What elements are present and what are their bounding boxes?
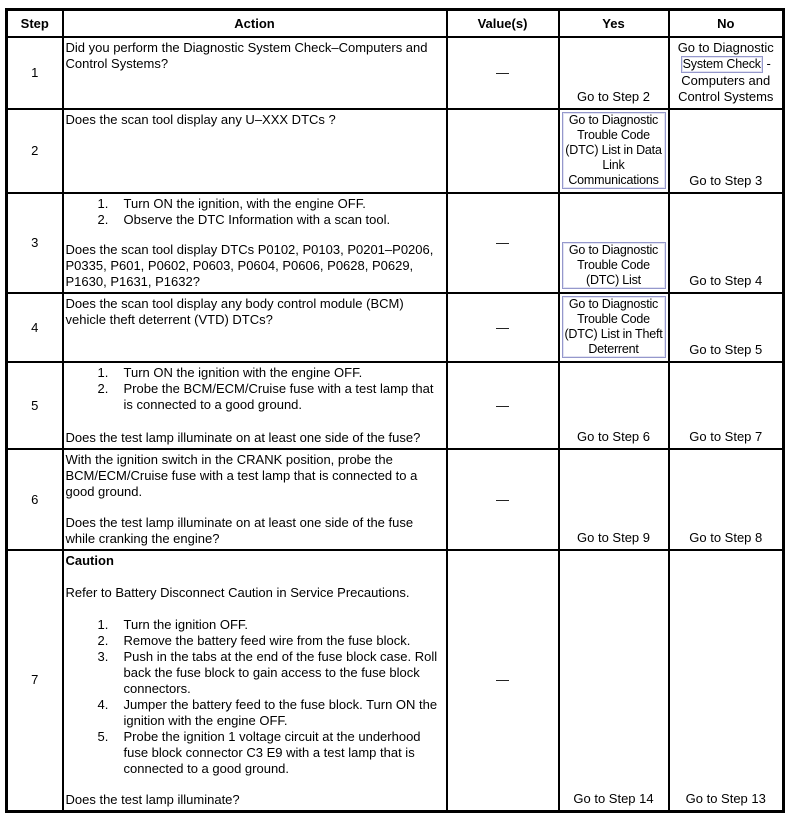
goto-step-text: Go to Step 9 <box>577 530 650 545</box>
goto-step-text: Go to Step 5 <box>689 342 763 357</box>
yes-cell <box>559 193 669 293</box>
value-cell: — <box>447 449 559 550</box>
action-cell <box>63 449 447 550</box>
action-question: Does the test lamp illuminate? <box>65 791 240 807</box>
action-list-item: Probe the ignition 1 voltage circuit at the underhood fuse block connector C3 E9 with a test lamp that is connected to a good ground. <box>123 729 421 776</box>
no-cell <box>669 293 784 362</box>
no-cell <box>669 193 784 293</box>
step-number: 1 <box>7 37 63 109</box>
goto-step-text: Go to Diagnostic <box>677 40 774 55</box>
step-number: 6 <box>7 449 63 550</box>
action-list-item: Turn the ignition OFF. <box>123 617 249 632</box>
action-paragraph: Did you perform the Diagnostic System Check–Computers and Control Systems? <box>65 40 428 71</box>
action-list <box>66 365 442 413</box>
action-cell <box>63 550 447 811</box>
goto-step-text: Go to Step 4 <box>689 273 763 288</box>
action-list <box>66 617 442 777</box>
action-cell <box>63 109 447 193</box>
table-row <box>7 362 784 449</box>
goto-step-text: Go to Step 6 <box>577 429 650 444</box>
action-list <box>66 196 442 228</box>
value-cell <box>447 109 559 193</box>
yes-cell <box>559 362 669 449</box>
caution-label: Caution <box>65 553 114 568</box>
goto-step-text: Go to Step 14 <box>573 790 654 806</box>
value-cell: — <box>447 293 559 362</box>
action-list-item: Turn ON the ignition, with the engine OFF. <box>123 196 366 211</box>
table-row <box>7 550 784 811</box>
header-row <box>7 10 784 38</box>
action-cell <box>63 362 447 449</box>
step-number: 2 <box>7 109 63 193</box>
reference-link[interactable]: System Check <box>682 57 761 71</box>
action-question: Does the test lamp illuminate on at least one side of the fuse while cranking the engine? <box>65 515 414 546</box>
column-header: Step <box>7 10 63 38</box>
action-list-item: Turn ON the ignition with the engine OFF. <box>123 365 363 380</box>
step-number: 3 <box>7 193 63 293</box>
table-row <box>7 293 784 362</box>
column-header: Action <box>63 10 447 38</box>
table-body <box>7 37 784 811</box>
yes-cell <box>559 109 669 193</box>
table-row <box>7 37 784 109</box>
action-paragraph: Refer to Battery Disconnect Caution in Service Precautions. <box>65 585 410 600</box>
column-header: Value(s) <box>447 10 559 38</box>
action-list-item: Observe the DTC Information with a scan tool. <box>123 212 391 227</box>
column-header: Yes <box>559 10 669 38</box>
yes-cell <box>559 449 669 550</box>
value-cell: — <box>447 37 559 109</box>
reference-link[interactable]: Go to Diagnostic Trouble Code (DTC) List in Data Link Communications <box>562 112 666 189</box>
column-header: No <box>669 10 784 38</box>
step-number: 5 <box>7 362 63 449</box>
step-number: 4 <box>7 293 63 362</box>
goto-step-text: Go to Step 13 <box>685 790 766 806</box>
step-number: 7 <box>7 550 63 811</box>
action-paragraph: With the ignition switch in the CRANK position, probe the BCM/ECM/Cruise fuse with a test lamp that is connected to a good ground. <box>65 452 418 499</box>
diagnostic-table <box>5 8 785 813</box>
table-row <box>7 109 784 193</box>
yes-cell <box>559 37 669 109</box>
goto-step-text: Go to Step 7 <box>689 429 763 444</box>
action-question: Does the test lamp illuminate on at least one side of the fuse? <box>65 430 421 445</box>
action-cell <box>63 293 447 362</box>
no-cell <box>669 109 784 193</box>
goto-step-text: Go to Step 3 <box>689 173 763 188</box>
reference-link[interactable]: Go to Diagnostic Trouble Code (DTC) List in Theft Deterrent <box>562 296 666 358</box>
value-cell: — <box>447 550 559 811</box>
action-question: Does the scan tool display DTCs P0102, P0103, P0201–P0206, P0335, P601, P0602, P0603, P0604, P0606, P0628, P0629, P1630, P1631, P1632? <box>65 242 434 289</box>
goto-step-text: Go to Step 8 <box>689 530 763 545</box>
goto-step-text: - Computers and Control Systems <box>678 56 774 104</box>
action-paragraph: Does the scan tool display any body control module (BCM) vehicle theft deterrent (VTD) DTCs? <box>65 296 404 327</box>
action-list-item: Remove the battery feed wire from the fuse block. <box>123 633 411 648</box>
value-cell: — <box>447 362 559 449</box>
no-cell <box>669 550 784 811</box>
yes-cell <box>559 293 669 362</box>
action-list-item: Probe the BCM/ECM/Cruise fuse with a test lamp that is connected to a good ground. <box>123 381 434 412</box>
no-cell <box>669 37 784 109</box>
goto-step-text: Go to Step 2 <box>577 89 650 104</box>
yes-cell <box>559 550 669 811</box>
table-row <box>7 193 784 293</box>
no-cell <box>669 362 784 449</box>
action-list-item: Push in the tabs at the end of the fuse block case. Roll back the fuse block to gain access to the fuse block connectors. <box>123 649 438 696</box>
no-cell <box>669 449 784 550</box>
value-cell: — <box>447 193 559 293</box>
table-row <box>7 449 784 550</box>
action-list-item: Jumper the battery feed to the fuse block. Turn ON the ignition with the engine OFF. <box>123 697 438 728</box>
action-cell <box>63 37 447 109</box>
action-cell <box>63 193 447 293</box>
action-paragraph: Does the scan tool display any U–XXX DTCs ? <box>65 112 336 127</box>
reference-link[interactable]: Go to Diagnostic Trouble Code (DTC) List <box>562 242 666 289</box>
